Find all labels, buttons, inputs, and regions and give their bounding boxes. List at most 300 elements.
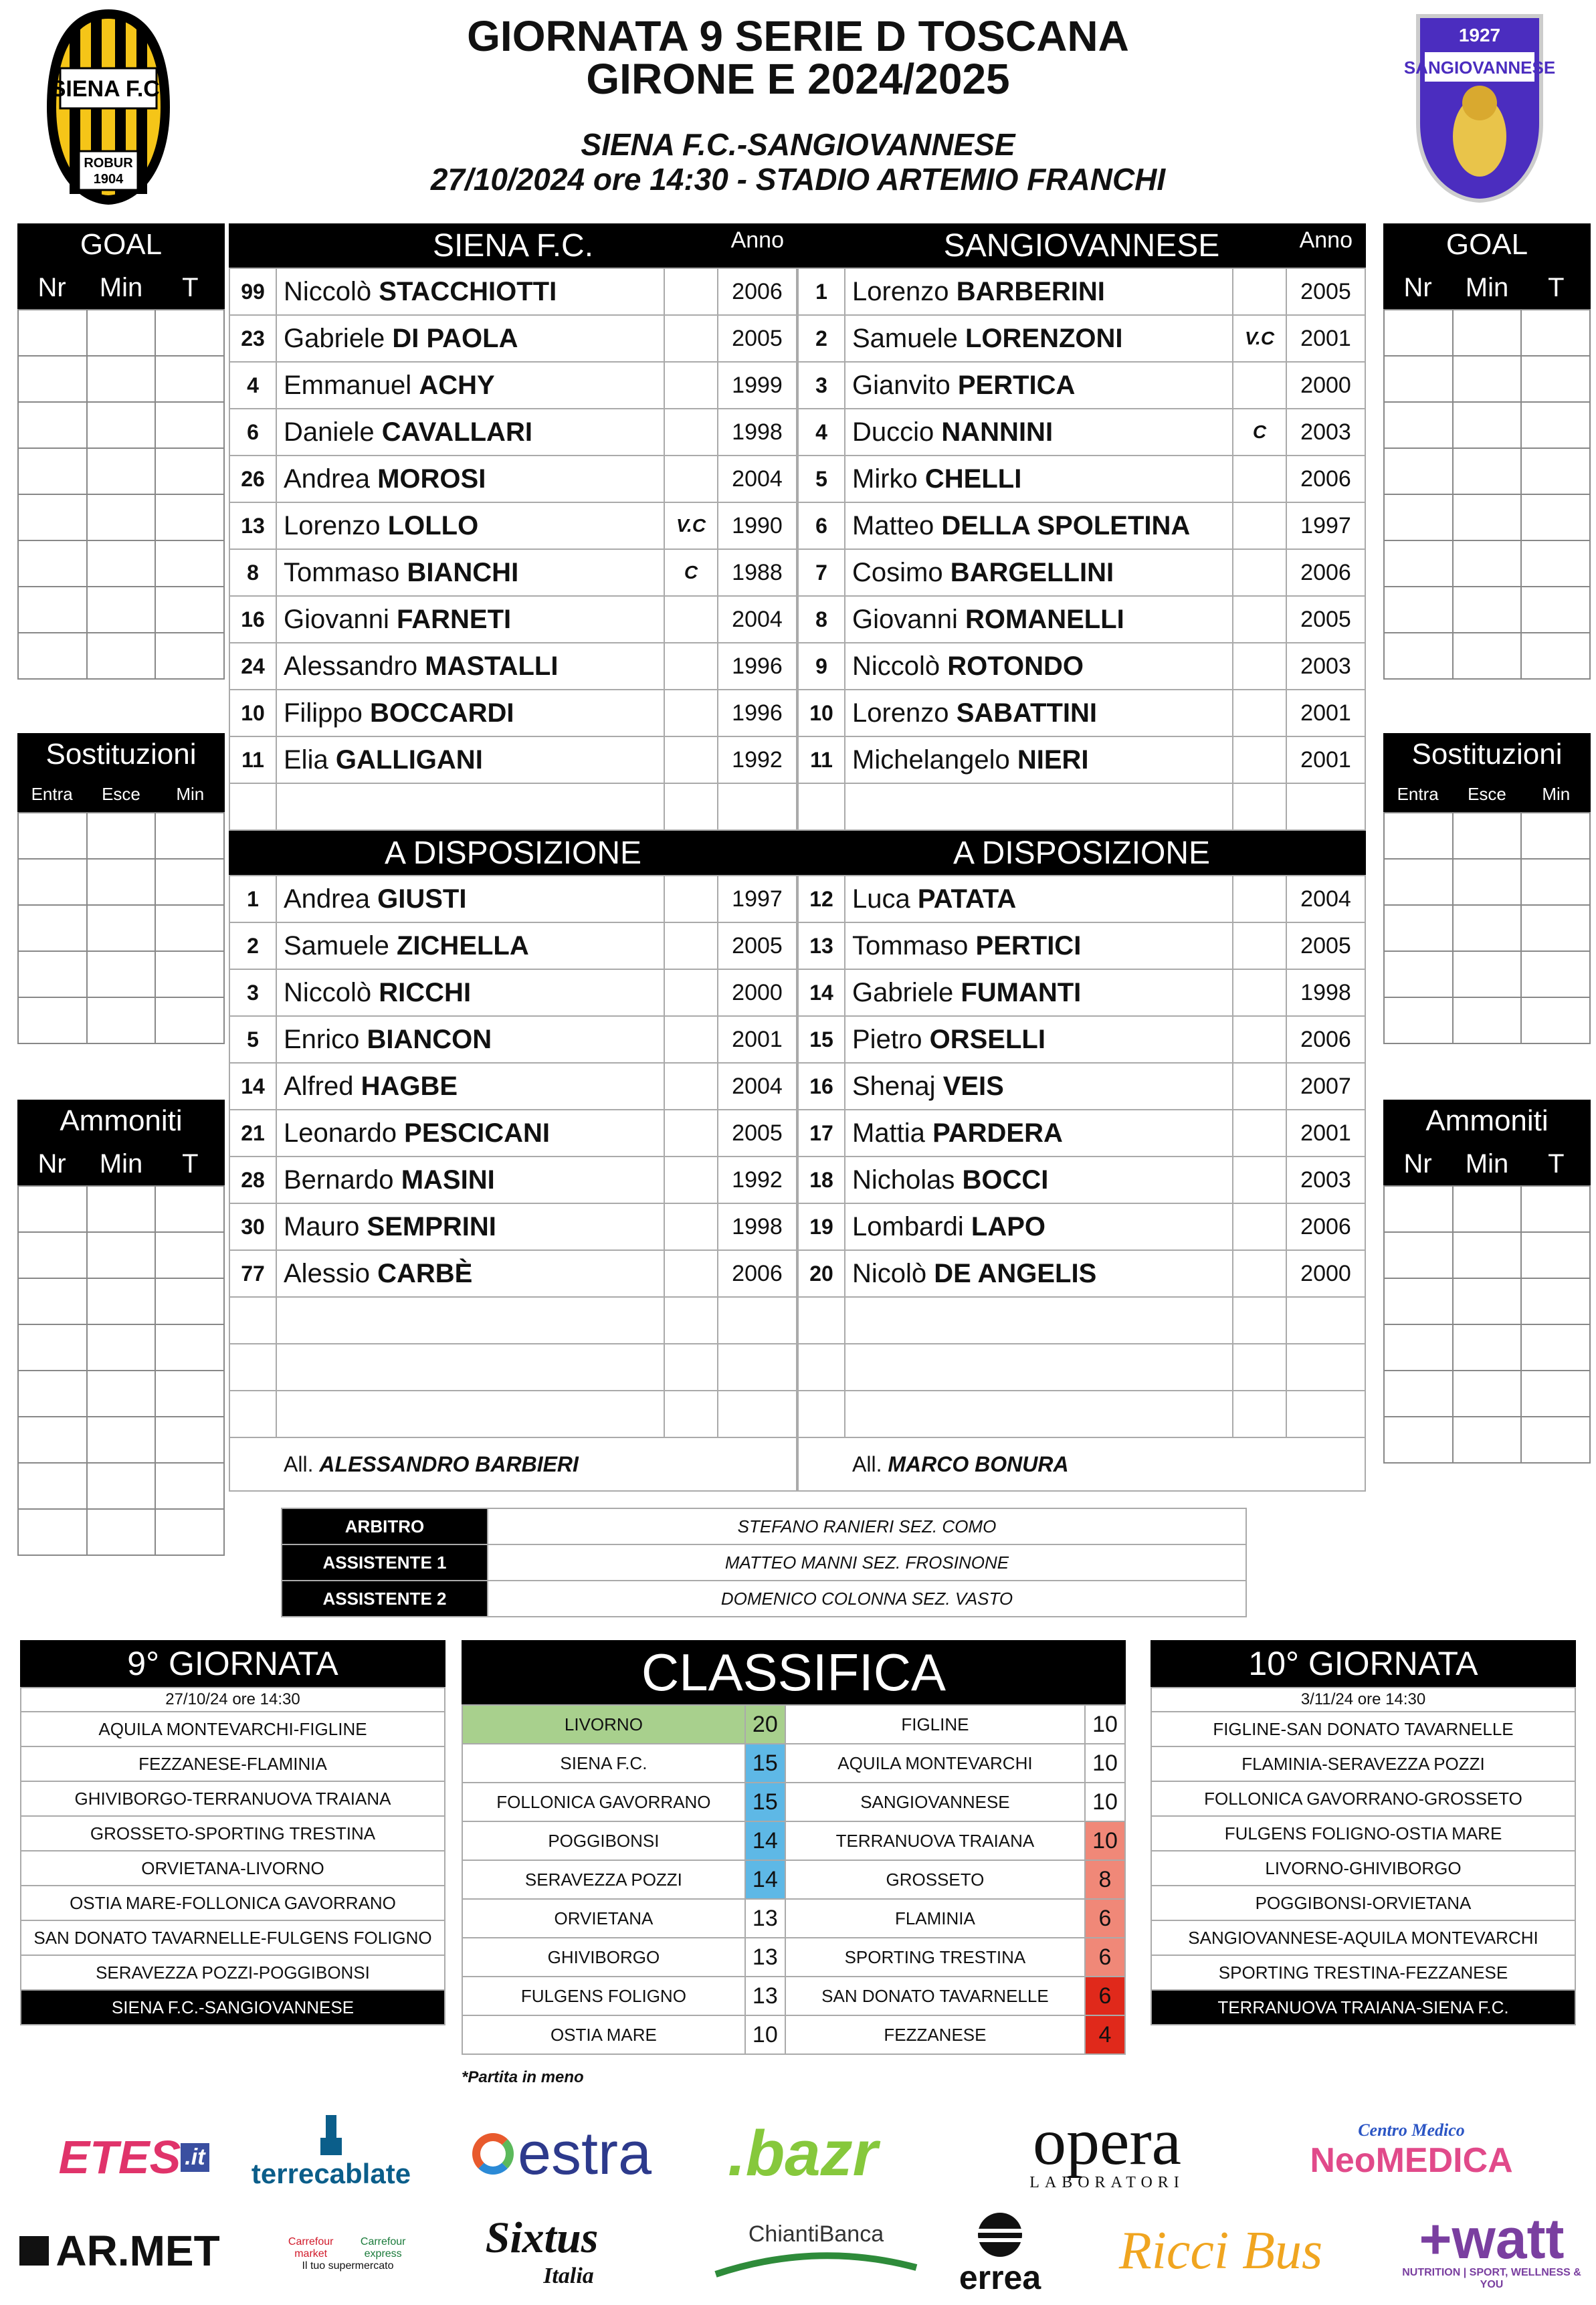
empty-cell[interactable] bbox=[155, 951, 224, 997]
empty-cell[interactable] bbox=[1453, 905, 1522, 951]
player-year: 1999 bbox=[718, 362, 797, 409]
empty-cell[interactable] bbox=[18, 997, 87, 1043]
empty-cell[interactable] bbox=[18, 1232, 87, 1278]
empty-row[interactable] bbox=[1384, 587, 1590, 633]
empty-cell[interactable] bbox=[1453, 813, 1522, 859]
player-name bbox=[845, 268, 1233, 315]
empty-cell bbox=[1233, 783, 1286, 830]
empty-cell[interactable] bbox=[18, 1509, 87, 1555]
player-year: 2005 bbox=[718, 922, 797, 969]
empty-cell[interactable] bbox=[87, 813, 156, 859]
empty-cell[interactable] bbox=[155, 402, 224, 448]
col-t: T bbox=[182, 1148, 199, 1179]
empty-row[interactable] bbox=[1384, 1324, 1590, 1371]
empty-cell[interactable] bbox=[1453, 1232, 1522, 1278]
empty-cell[interactable] bbox=[1521, 1324, 1590, 1371]
empty-row[interactable] bbox=[1384, 1278, 1590, 1324]
empty-row bbox=[229, 1344, 797, 1391]
empty-cell[interactable] bbox=[1453, 951, 1522, 997]
player-role bbox=[664, 643, 718, 690]
player-last-name: ORSELLI bbox=[929, 1024, 1045, 1054]
empty-row[interactable] bbox=[18, 951, 224, 997]
player-name bbox=[845, 549, 1233, 596]
player-last-name: VEIS bbox=[942, 1071, 1004, 1101]
empty-cell[interactable] bbox=[1453, 448, 1522, 494]
empty-cell[interactable] bbox=[1521, 633, 1590, 679]
empty-cell[interactable] bbox=[1521, 1232, 1590, 1278]
player-name bbox=[276, 1203, 664, 1250]
empty-cell[interactable] bbox=[1384, 1417, 1453, 1463]
player-number: 24 bbox=[229, 643, 276, 690]
player-name bbox=[276, 549, 664, 596]
player-number: 2 bbox=[798, 315, 845, 362]
player-name bbox=[276, 969, 664, 1016]
player-last-name: MASINI bbox=[401, 1165, 495, 1195]
player-number: 6 bbox=[229, 409, 276, 456]
empty-row[interactable] bbox=[1384, 813, 1590, 859]
empty-cell[interactable] bbox=[18, 1186, 87, 1232]
player-number: 4 bbox=[229, 362, 276, 409]
player-role bbox=[664, 922, 718, 969]
player-number: 5 bbox=[798, 456, 845, 502]
empty-cell[interactable] bbox=[18, 587, 87, 633]
goal-title: GOAL bbox=[1383, 223, 1591, 266]
empty-cell[interactable] bbox=[1384, 448, 1453, 494]
empty-cell[interactable] bbox=[1453, 633, 1522, 679]
player-year: 2004 bbox=[718, 456, 797, 502]
empty-row[interactable] bbox=[18, 905, 224, 951]
empty-cell[interactable] bbox=[155, 1186, 224, 1232]
empty-cell[interactable] bbox=[155, 448, 224, 494]
col-min: Min bbox=[1542, 783, 1571, 804]
empty-cell[interactable] bbox=[18, 813, 87, 859]
player-number: 1 bbox=[229, 876, 276, 922]
team-points: 4 bbox=[1085, 2015, 1125, 2054]
empty-cell[interactable] bbox=[155, 1371, 224, 1417]
empty-cell[interactable] bbox=[18, 1417, 87, 1463]
empty-cell[interactable] bbox=[1453, 494, 1522, 540]
empty-row[interactable] bbox=[18, 1324, 224, 1371]
sponsor-armet: AR.MET bbox=[9, 2221, 230, 2281]
empty-cell bbox=[798, 1344, 845, 1391]
player-name bbox=[276, 315, 664, 362]
player-name bbox=[276, 1016, 664, 1063]
player-name bbox=[845, 596, 1233, 643]
empty-row[interactable] bbox=[18, 1232, 224, 1278]
empty-cell[interactable] bbox=[1521, 448, 1590, 494]
empty-cell[interactable] bbox=[1521, 1278, 1590, 1324]
empty-cell[interactable] bbox=[1384, 859, 1453, 905]
fixture: LIVORNO-GHIVIBORGO bbox=[1151, 1851, 1575, 1886]
empty-cell[interactable] bbox=[87, 448, 156, 494]
standings-row bbox=[462, 2015, 1125, 2054]
empty-row[interactable] bbox=[1384, 402, 1590, 448]
player-name bbox=[845, 876, 1233, 922]
empty-cell[interactable] bbox=[1384, 1186, 1453, 1232]
empty-cell[interactable] bbox=[155, 997, 224, 1043]
player-role bbox=[1233, 362, 1286, 409]
empty-cell[interactable] bbox=[1521, 494, 1590, 540]
sponsor-terrecablate: terrecablate bbox=[247, 2107, 415, 2194]
col-nr: Nr bbox=[1403, 1148, 1432, 1179]
empty-cell[interactable] bbox=[1384, 1232, 1453, 1278]
empty-cell[interactable] bbox=[1384, 310, 1453, 356]
empty-cell[interactable] bbox=[1521, 905, 1590, 951]
player-number: 18 bbox=[798, 1157, 845, 1203]
svg-text:SIENA F.C.: SIENA F.C. bbox=[50, 76, 167, 102]
player-first-name: Shenaj bbox=[852, 1071, 936, 1101]
fixture-row bbox=[21, 1955, 445, 1990]
empty-cell[interactable] bbox=[155, 1278, 224, 1324]
empty-cell[interactable] bbox=[87, 356, 156, 402]
empty-cell[interactable] bbox=[155, 1324, 224, 1371]
empty-cell[interactable] bbox=[1384, 997, 1453, 1043]
player-role bbox=[664, 736, 718, 783]
empty-row[interactable] bbox=[18, 310, 224, 356]
empty-row[interactable] bbox=[18, 813, 224, 859]
empty-cell[interactable] bbox=[1521, 997, 1590, 1043]
empty-cell[interactable] bbox=[1384, 402, 1453, 448]
empty-row[interactable] bbox=[18, 540, 224, 587]
empty-row[interactable] bbox=[18, 1417, 224, 1463]
player-number: 5 bbox=[229, 1016, 276, 1063]
player-role bbox=[1233, 549, 1286, 596]
empty-row[interactable] bbox=[1384, 905, 1590, 951]
empty-cell[interactable] bbox=[1521, 310, 1590, 356]
player-name bbox=[845, 502, 1233, 549]
fixture-row bbox=[21, 1990, 445, 2025]
empty-cell[interactable] bbox=[18, 859, 87, 905]
player-name bbox=[845, 643, 1233, 690]
player-year: 1996 bbox=[718, 643, 797, 690]
empty-cell[interactable] bbox=[1453, 1324, 1522, 1371]
empty-cell[interactable] bbox=[1384, 540, 1453, 587]
empty-cell[interactable] bbox=[1521, 356, 1590, 402]
empty-cell[interactable] bbox=[18, 402, 87, 448]
empty-row[interactable] bbox=[18, 402, 224, 448]
player-row bbox=[798, 690, 1365, 736]
player-role bbox=[1233, 502, 1286, 549]
empty-cell bbox=[664, 1344, 718, 1391]
col-min: Min bbox=[99, 1148, 143, 1179]
empty-cell[interactable] bbox=[18, 951, 87, 997]
player-role bbox=[664, 1063, 718, 1110]
empty-row[interactable] bbox=[1384, 951, 1590, 997]
player-row bbox=[229, 643, 797, 690]
player-first-name: Mirko bbox=[852, 464, 918, 494]
empty-cell bbox=[798, 1297, 845, 1344]
player-number: 4 bbox=[798, 409, 845, 456]
standings bbox=[462, 1640, 1126, 2055]
empty-cell[interactable] bbox=[87, 1232, 156, 1278]
empty-cell bbox=[1286, 783, 1365, 830]
player-number: 1 bbox=[798, 268, 845, 315]
player-year: 1992 bbox=[718, 736, 797, 783]
empty-cell bbox=[845, 1391, 1233, 1437]
player-last-name: SABATTINI bbox=[956, 698, 1098, 728]
empty-cell[interactable] bbox=[1384, 951, 1453, 997]
empty-row[interactable] bbox=[1384, 997, 1590, 1043]
player-name bbox=[845, 969, 1233, 1016]
empty-cell[interactable] bbox=[1521, 951, 1590, 997]
empty-row[interactable] bbox=[18, 1371, 224, 1417]
empty-cell[interactable] bbox=[1453, 1417, 1522, 1463]
player-first-name: Bernardo bbox=[284, 1165, 394, 1195]
col-t: T bbox=[182, 272, 199, 302]
empty-cell[interactable] bbox=[1384, 633, 1453, 679]
empty-cell bbox=[1286, 1344, 1365, 1391]
player-name bbox=[276, 690, 664, 736]
empty-cell[interactable] bbox=[1453, 402, 1522, 448]
player-role bbox=[664, 315, 718, 362]
player-first-name: Cosimo bbox=[852, 557, 943, 587]
round-date-row bbox=[1151, 1688, 1575, 1712]
empty-cell[interactable] bbox=[155, 356, 224, 402]
empty-cell bbox=[1286, 1297, 1365, 1344]
official-role: ARBITRO bbox=[282, 1508, 488, 1544]
empty-cell[interactable] bbox=[155, 587, 224, 633]
empty-row[interactable] bbox=[18, 494, 224, 540]
player-row bbox=[229, 1157, 797, 1203]
player-number: 20 bbox=[798, 1250, 845, 1297]
empty-cell[interactable] bbox=[87, 1371, 156, 1417]
fixture-row bbox=[1151, 1851, 1575, 1886]
empty-cell[interactable] bbox=[155, 310, 224, 356]
player-last-name: BOCCI bbox=[962, 1165, 1049, 1195]
empty-cell[interactable] bbox=[87, 905, 156, 951]
col-nr: Nr bbox=[37, 272, 66, 302]
bookings-grid bbox=[17, 1185, 225, 1556]
empty-cell[interactable] bbox=[18, 494, 87, 540]
empty-row[interactable] bbox=[18, 859, 224, 905]
siena-logo bbox=[41, 7, 175, 207]
empty-cell[interactable] bbox=[87, 1186, 156, 1232]
empty-cell[interactable] bbox=[1521, 402, 1590, 448]
empty-cell[interactable] bbox=[87, 1417, 156, 1463]
player-name bbox=[276, 268, 664, 315]
team-points: 14 bbox=[745, 1860, 785, 1899]
empty-row[interactable] bbox=[18, 1463, 224, 1509]
player-number: 99 bbox=[229, 268, 276, 315]
player-year: 2006 bbox=[1286, 1016, 1365, 1063]
empty-cell[interactable] bbox=[87, 1509, 156, 1555]
player-first-name: Gianvito bbox=[852, 370, 951, 400]
empty-cell[interactable] bbox=[1521, 859, 1590, 905]
team-name: FEZZANESE bbox=[785, 2015, 1085, 2054]
empty-cell[interactable] bbox=[1453, 1186, 1522, 1232]
team-points: 13 bbox=[745, 1977, 785, 2015]
empty-cell bbox=[229, 1297, 276, 1344]
empty-cell[interactable] bbox=[1521, 1186, 1590, 1232]
empty-cell[interactable] bbox=[87, 859, 156, 905]
empty-cell[interactable] bbox=[18, 540, 87, 587]
player-number: 30 bbox=[229, 1203, 276, 1250]
player-role bbox=[1233, 1063, 1286, 1110]
empty-cell bbox=[229, 1344, 276, 1391]
player-year: 2006 bbox=[1286, 1203, 1365, 1250]
player-last-name: GALLIGANI bbox=[335, 744, 483, 775]
empty-row[interactable] bbox=[1384, 494, 1590, 540]
empty-cell[interactable] bbox=[1384, 494, 1453, 540]
empty-cell[interactable] bbox=[18, 1463, 87, 1509]
player-name bbox=[845, 1110, 1233, 1157]
empty-cell[interactable] bbox=[87, 951, 156, 997]
empty-row[interactable] bbox=[18, 1509, 224, 1555]
empty-cell[interactable] bbox=[87, 540, 156, 587]
empty-cell[interactable] bbox=[87, 587, 156, 633]
empty-cell[interactable] bbox=[155, 633, 224, 679]
empty-row[interactable] bbox=[18, 1278, 224, 1324]
empty-cell[interactable] bbox=[1384, 1371, 1453, 1417]
empty-cell[interactable] bbox=[18, 905, 87, 951]
empty-cell[interactable] bbox=[1384, 1278, 1453, 1324]
player-year: 1992 bbox=[718, 1157, 797, 1203]
player-row bbox=[798, 409, 1365, 456]
empty-row[interactable] bbox=[18, 633, 224, 679]
empty-cell[interactable] bbox=[87, 1463, 156, 1509]
standings-row bbox=[462, 1744, 1125, 1783]
fixture-row bbox=[1151, 1712, 1575, 1746]
fixture-row bbox=[1151, 1816, 1575, 1851]
empty-row[interactable] bbox=[1384, 633, 1590, 679]
player-first-name: Elia bbox=[284, 744, 328, 775]
player-year: 1996 bbox=[718, 690, 797, 736]
empty-row bbox=[798, 1344, 1365, 1391]
empty-cell[interactable] bbox=[1384, 905, 1453, 951]
officials-table bbox=[281, 1508, 1247, 1617]
player-year: 2003 bbox=[1286, 1157, 1365, 1203]
empty-cell[interactable] bbox=[155, 1463, 224, 1509]
empty-cell[interactable] bbox=[18, 1278, 87, 1324]
sponsor-sixtus: Sixtus Italia bbox=[485, 2213, 599, 2288]
empty-row[interactable] bbox=[18, 356, 224, 402]
empty-row[interactable] bbox=[1384, 1232, 1590, 1278]
player-row bbox=[798, 922, 1365, 969]
empty-row[interactable] bbox=[18, 1186, 224, 1232]
empty-cell[interactable] bbox=[87, 997, 156, 1043]
player-role bbox=[1233, 736, 1286, 783]
fixture-row bbox=[21, 1920, 445, 1955]
empty-cell[interactable] bbox=[87, 1324, 156, 1371]
empty-cell[interactable] bbox=[155, 905, 224, 951]
empty-cell[interactable] bbox=[87, 310, 156, 356]
empty-cell[interactable] bbox=[155, 813, 224, 859]
empty-cell[interactable] bbox=[18, 1324, 87, 1371]
empty-row bbox=[229, 1391, 797, 1437]
bench-title: A DISPOSIZIONE bbox=[384, 835, 642, 871]
empty-cell[interactable] bbox=[1453, 540, 1522, 587]
player-role bbox=[664, 1203, 718, 1250]
empty-row[interactable] bbox=[1384, 310, 1590, 356]
fixture-row bbox=[21, 1851, 445, 1886]
empty-cell[interactable] bbox=[1453, 859, 1522, 905]
player-row bbox=[229, 690, 797, 736]
empty-row[interactable] bbox=[1384, 540, 1590, 587]
player-year: 2001 bbox=[1286, 690, 1365, 736]
bookings-title: Ammoniti bbox=[1383, 1100, 1591, 1142]
empty-cell[interactable] bbox=[1521, 1417, 1590, 1463]
empty-cell[interactable] bbox=[155, 1417, 224, 1463]
empty-cell[interactable] bbox=[1453, 310, 1522, 356]
empty-cell[interactable] bbox=[1521, 1371, 1590, 1417]
player-role bbox=[664, 1250, 718, 1297]
empty-row[interactable] bbox=[1384, 448, 1590, 494]
col-t: T bbox=[1548, 1148, 1565, 1179]
empty-cell[interactable] bbox=[1384, 813, 1453, 859]
player-last-name: ZICHELLA bbox=[397, 930, 529, 961]
empty-row[interactable] bbox=[1384, 356, 1590, 402]
player-first-name: Andrea bbox=[284, 884, 370, 914]
empty-row[interactable] bbox=[18, 587, 224, 633]
empty-row[interactable] bbox=[1384, 1371, 1590, 1417]
empty-cell[interactable] bbox=[155, 494, 224, 540]
empty-cell[interactable] bbox=[18, 310, 87, 356]
empty-cell[interactable] bbox=[1521, 540, 1590, 587]
player-number: 13 bbox=[798, 922, 845, 969]
empty-cell[interactable] bbox=[87, 633, 156, 679]
empty-cell[interactable] bbox=[1384, 1324, 1453, 1371]
empty-cell[interactable] bbox=[87, 1278, 156, 1324]
standings-note: *Partita in meno bbox=[462, 2068, 584, 2086]
empty-row[interactable] bbox=[18, 997, 224, 1043]
empty-cell[interactable] bbox=[1453, 1278, 1522, 1324]
empty-row[interactable] bbox=[1384, 1186, 1590, 1232]
empty-cell[interactable] bbox=[1521, 587, 1590, 633]
player-first-name: Samuele bbox=[284, 930, 389, 961]
empty-cell[interactable] bbox=[155, 859, 224, 905]
empty-cell[interactable] bbox=[155, 1232, 224, 1278]
empty-cell[interactable] bbox=[18, 633, 87, 679]
empty-cell[interactable] bbox=[18, 1371, 87, 1417]
empty-cell[interactable] bbox=[87, 494, 156, 540]
match-date-venue: 27/10/2024 ore 14:30 - STADIO ARTEMIO FRANCHI bbox=[430, 162, 1166, 197]
fixture: FULGENS FOLIGNO-OSTIA MARE bbox=[1151, 1816, 1575, 1851]
empty-cell[interactable] bbox=[155, 540, 224, 587]
team-name: GROSSETO bbox=[785, 1860, 1085, 1899]
team-points: 10 bbox=[1085, 1783, 1125, 1821]
sponsor-neomedica: Centro Medico NeoMEDICA bbox=[1310, 2120, 1513, 2180]
empty-cell bbox=[845, 1297, 1233, 1344]
empty-row[interactable] bbox=[1384, 1417, 1590, 1463]
empty-cell bbox=[276, 1297, 664, 1344]
empty-cell[interactable] bbox=[1453, 1371, 1522, 1417]
empty-cell[interactable] bbox=[18, 356, 87, 402]
empty-cell[interactable] bbox=[1384, 587, 1453, 633]
player-row bbox=[229, 549, 797, 596]
col-entra: Entra bbox=[1397, 783, 1439, 804]
empty-cell[interactable] bbox=[1521, 813, 1590, 859]
away-goal-table bbox=[1383, 223, 1591, 680]
empty-cell[interactable] bbox=[87, 402, 156, 448]
player-role bbox=[664, 1016, 718, 1063]
empty-cell[interactable] bbox=[1453, 587, 1522, 633]
empty-cell[interactable] bbox=[155, 1509, 224, 1555]
player-first-name: Giovanni bbox=[284, 604, 389, 634]
empty-cell[interactable] bbox=[1453, 997, 1522, 1043]
sponsor-carrefour: Carrefour market Carrefour express Il tuo supermercato bbox=[288, 2236, 406, 2272]
empty-cell[interactable] bbox=[1453, 356, 1522, 402]
empty-row[interactable] bbox=[1384, 859, 1590, 905]
empty-cell[interactable] bbox=[1384, 356, 1453, 402]
player-role bbox=[664, 876, 718, 922]
empty-row[interactable] bbox=[18, 448, 224, 494]
empty-cell bbox=[718, 783, 797, 830]
team-name: FLAMINIA bbox=[785, 1899, 1085, 1938]
empty-cell[interactable] bbox=[18, 448, 87, 494]
team-points: 10 bbox=[745, 2015, 785, 2054]
round-9-fixtures bbox=[20, 1640, 445, 2025]
away-team-name: SANGIOVANNESE bbox=[943, 227, 1220, 264]
